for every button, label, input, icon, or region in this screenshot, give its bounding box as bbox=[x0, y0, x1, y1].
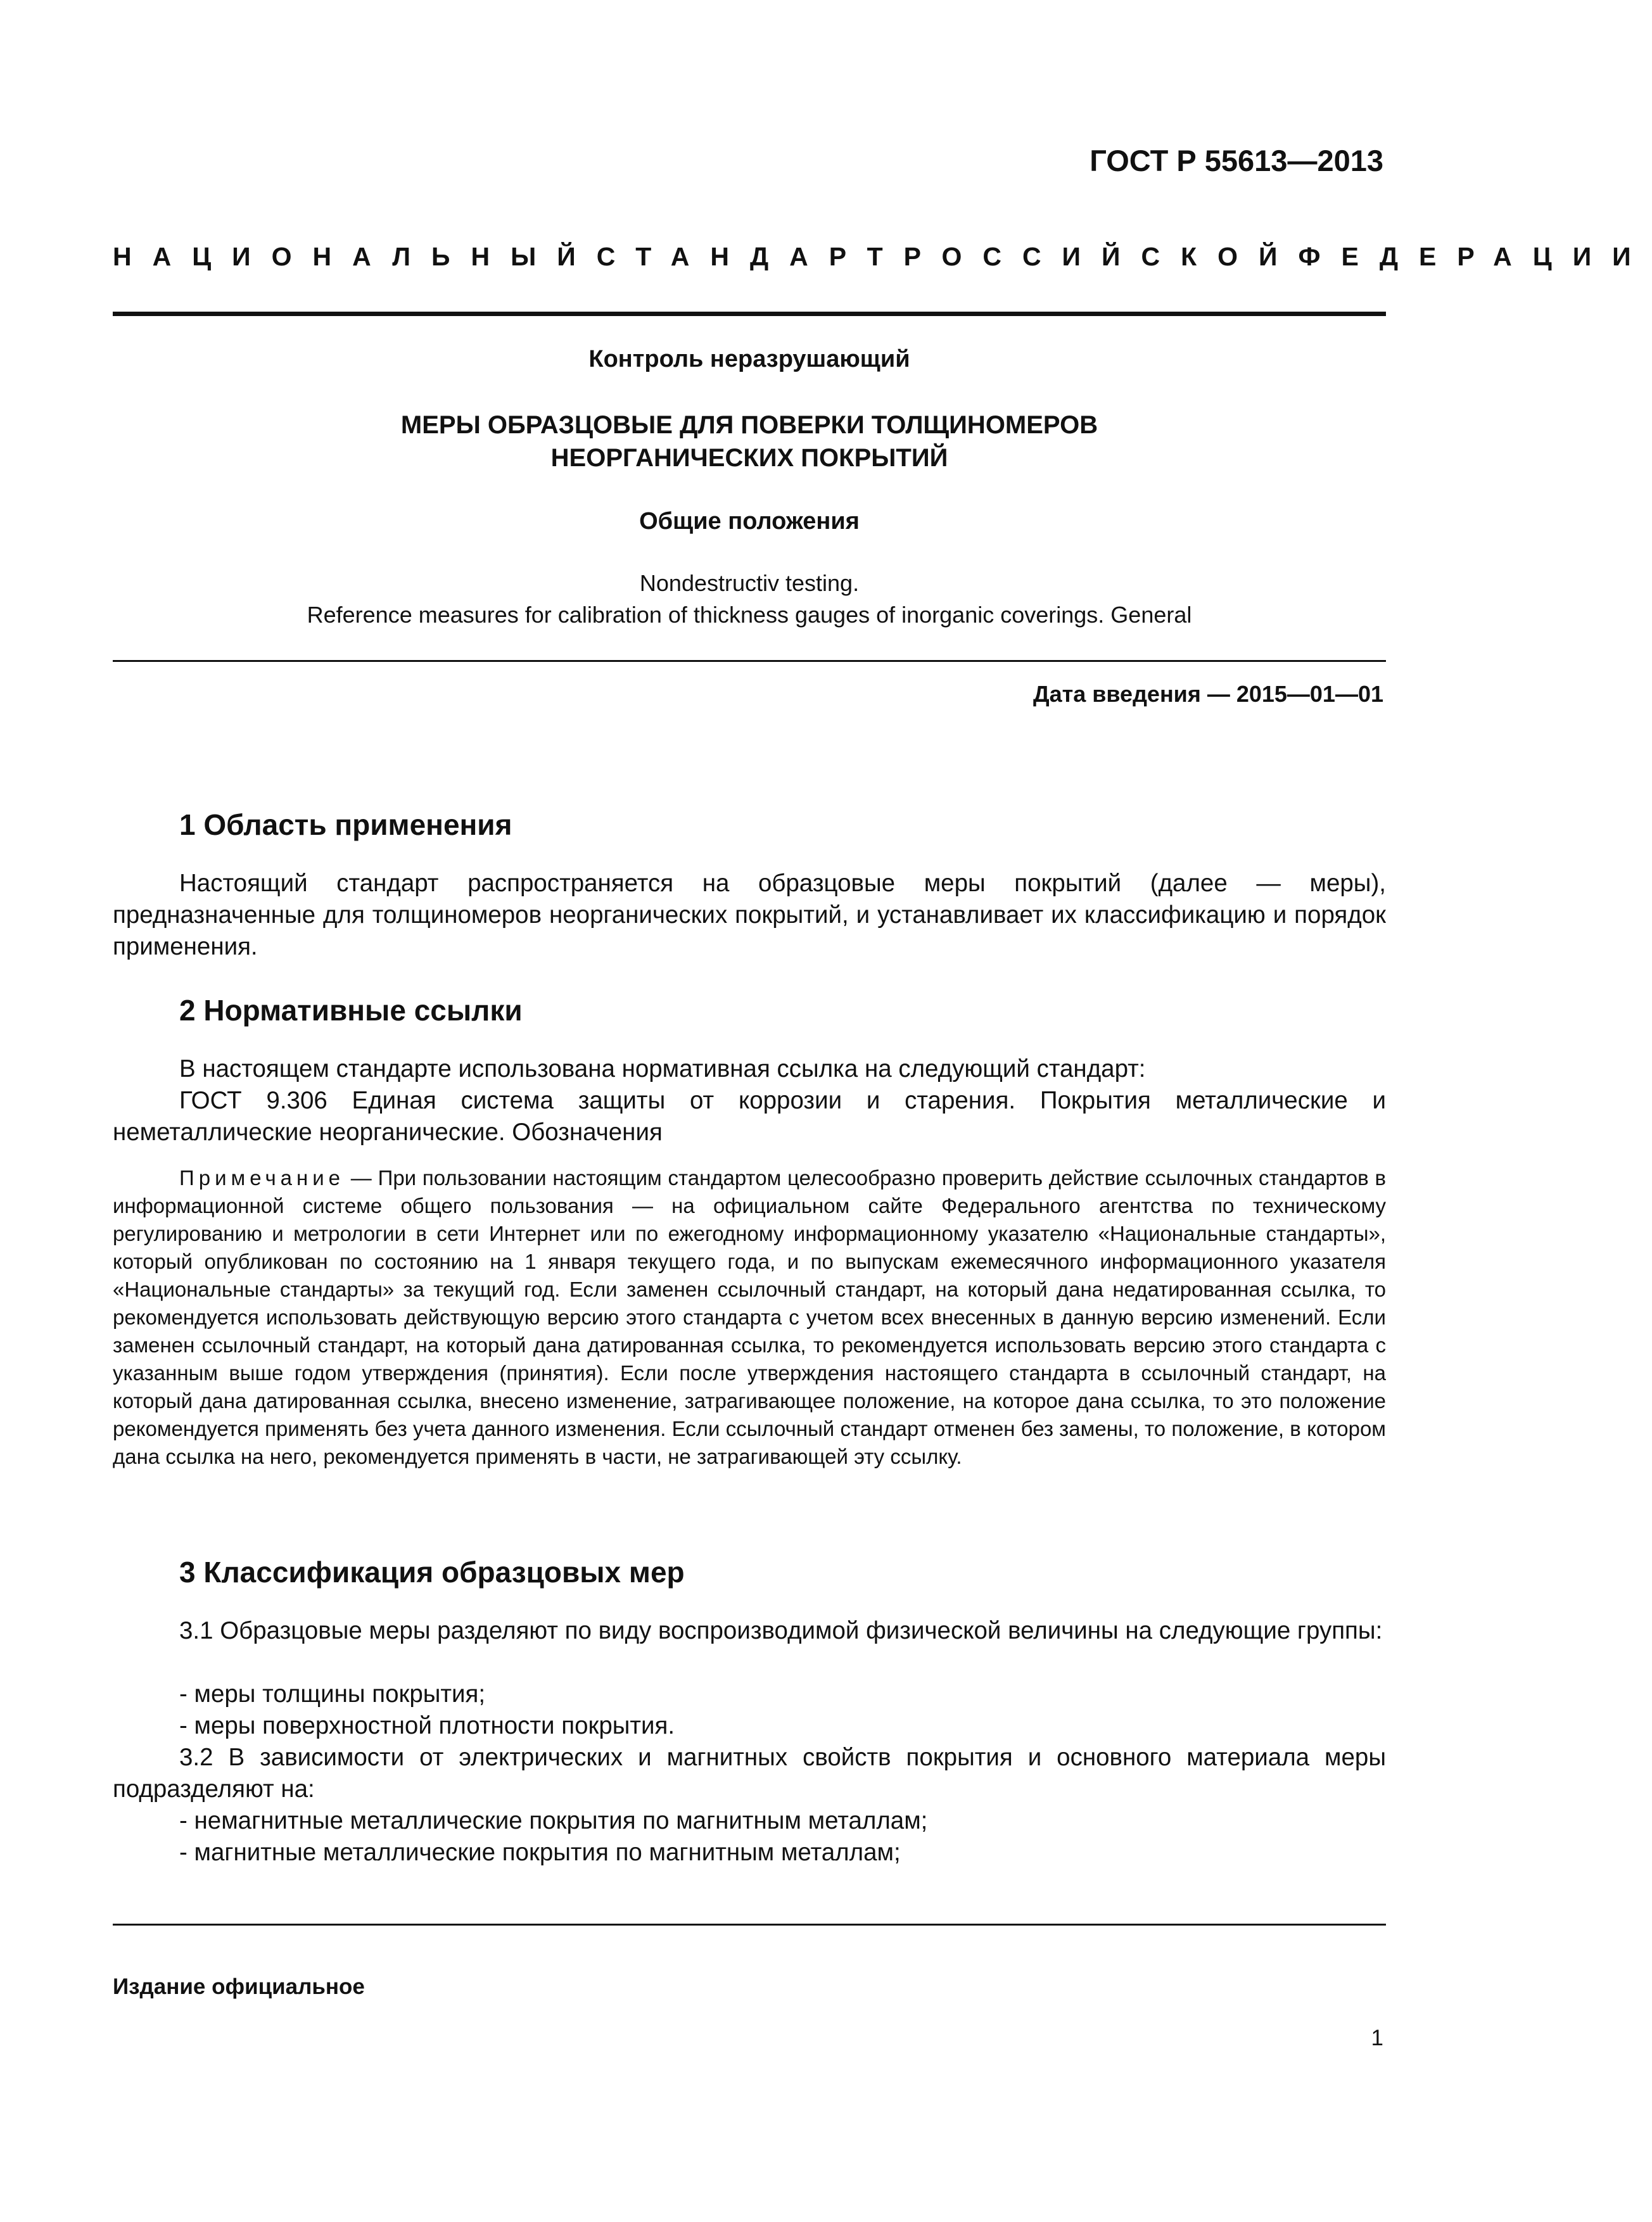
list-item: - магнитные металлические покрытия по магнитным металлам; bbox=[179, 1839, 901, 1866]
section-paragraph bbox=[113, 1615, 1386, 1647]
title-line: НЕОРГАНИЧЕСКИХ ПОКРЫТИЙ bbox=[550, 444, 948, 472]
banner-word: НАЦИОНАЛЬНЫЙ bbox=[113, 242, 597, 271]
paragraph-text: В настоящем стандарте использована нормативная ссылка на следующий стандарт: bbox=[179, 1055, 1146, 1082]
section-heading: 2 Нормативные ссылки bbox=[179, 994, 523, 1027]
title-divider bbox=[113, 660, 1386, 662]
document-title bbox=[113, 409, 1386, 474]
section-paragraph bbox=[113, 1742, 1386, 1805]
document-subject: Контроль неразрушающий bbox=[588, 346, 910, 372]
english-title bbox=[113, 568, 1386, 631]
note-text: — При пользовании настоящим стандартом целесообразно проверить действие ссылочных стандартов в информационной системе общего пользования — на официальном сайте Федерального агентства по техническому регулированию и метрологии в сети Интернет или по ежегодному информационному указателю «Национальные стандарты», который опубликован по состоянию на 1 января текущего года, и по выпускам ежемесячного информационного указателя «Национальные стандарты» за текущий год. Если заменен ссылочный стандарт, на который дана недатированная ссылка, то рекомендуется использовать действующую версию этого стандарта с учетом всех внесенных в данную версию изменений. Если заменен ссылочный стандарт, на который дана датированная ссылка, то рекомендуется использовать версию этого стандарта с указанным выше годом утверждения (принятия). Если после утверждения настоящего стандарта в ссылочный стандарт, на который дана датированная ссылка, внесено изменение, затрагивающее положение, на которое дана ссылка, то это положение рекомендуется применять без учета данного изменения. Если ссылочный стандарт отменен без замены, то положение, в котором дана ссылка на него, рекомендуется применять в части, не затрагивающей эту ссылку. bbox=[113, 1166, 1386, 1468]
page-number: 1 bbox=[1371, 2026, 1383, 2050]
banner-word: СТАНДАРТ bbox=[596, 242, 904, 271]
title-line: МЕРЫ ОБРАЗЦОВЫЕ ДЛЯ ПОВЕРКИ ТОЛЩИНОМЕРОВ bbox=[400, 411, 1098, 439]
english-title-line: Nondestructiv testing. bbox=[639, 570, 860, 596]
banner-word: РОССИЙСКОЙ bbox=[903, 242, 1299, 271]
banner-word: ФЕДЕРАЦИИ bbox=[1298, 242, 1652, 271]
document-subtitle: Общие положения bbox=[639, 508, 860, 535]
document-code: ГОСТ Р 55613—2013 bbox=[1090, 144, 1383, 177]
national-standard-banner bbox=[113, 242, 1652, 272]
paragraph-text: 3.1 Образцовые меры разделяют по виду воспроизводимой физической величины на следующие группы: bbox=[179, 1617, 1383, 1644]
list-item: - меры толщины покрытия; bbox=[179, 1680, 486, 1708]
footer-divider bbox=[113, 1924, 1386, 1926]
paragraph-text: ГОСТ 9.306 Единая система защиты от коррозии и старения. Покрытия металлические и неметаллические неорганические. Обозначения bbox=[113, 1087, 1386, 1146]
introduction-date: Дата введения — 2015—01—01 bbox=[1032, 681, 1383, 707]
note-block bbox=[113, 1164, 1386, 1471]
list-item: - меры поверхностной плотности покрытия. bbox=[179, 1712, 675, 1739]
section-paragraph bbox=[113, 868, 1386, 963]
section-heading: 3 Классификация образцовых мер bbox=[179, 1556, 685, 1589]
header-divider bbox=[113, 312, 1386, 316]
note-label: Примечание bbox=[179, 1166, 345, 1190]
section-paragraph bbox=[113, 1053, 1386, 1148]
paragraph-text: 3.2 В зависимости от электрических и магнитных свойств покрытия и основного материала меры подразделяют на: bbox=[113, 1744, 1386, 1803]
section-heading: 1 Область применения bbox=[179, 808, 512, 841]
paragraph-text: Настоящий стандарт распространяется на образцовые меры покрытий (далее — меры), предназначенные для толщиномеров неорганических покрытий, и устанавливает их классификацию и порядок применения. bbox=[113, 870, 1386, 960]
edition-label: Издание официальное bbox=[113, 1974, 365, 1999]
list-item: - немагнитные металлические покрытия по магнитным металлам; bbox=[179, 1807, 928, 1834]
english-title-line: Reference measures for calibration of thickness gauges of inorganic coverings. General bbox=[307, 602, 1192, 628]
